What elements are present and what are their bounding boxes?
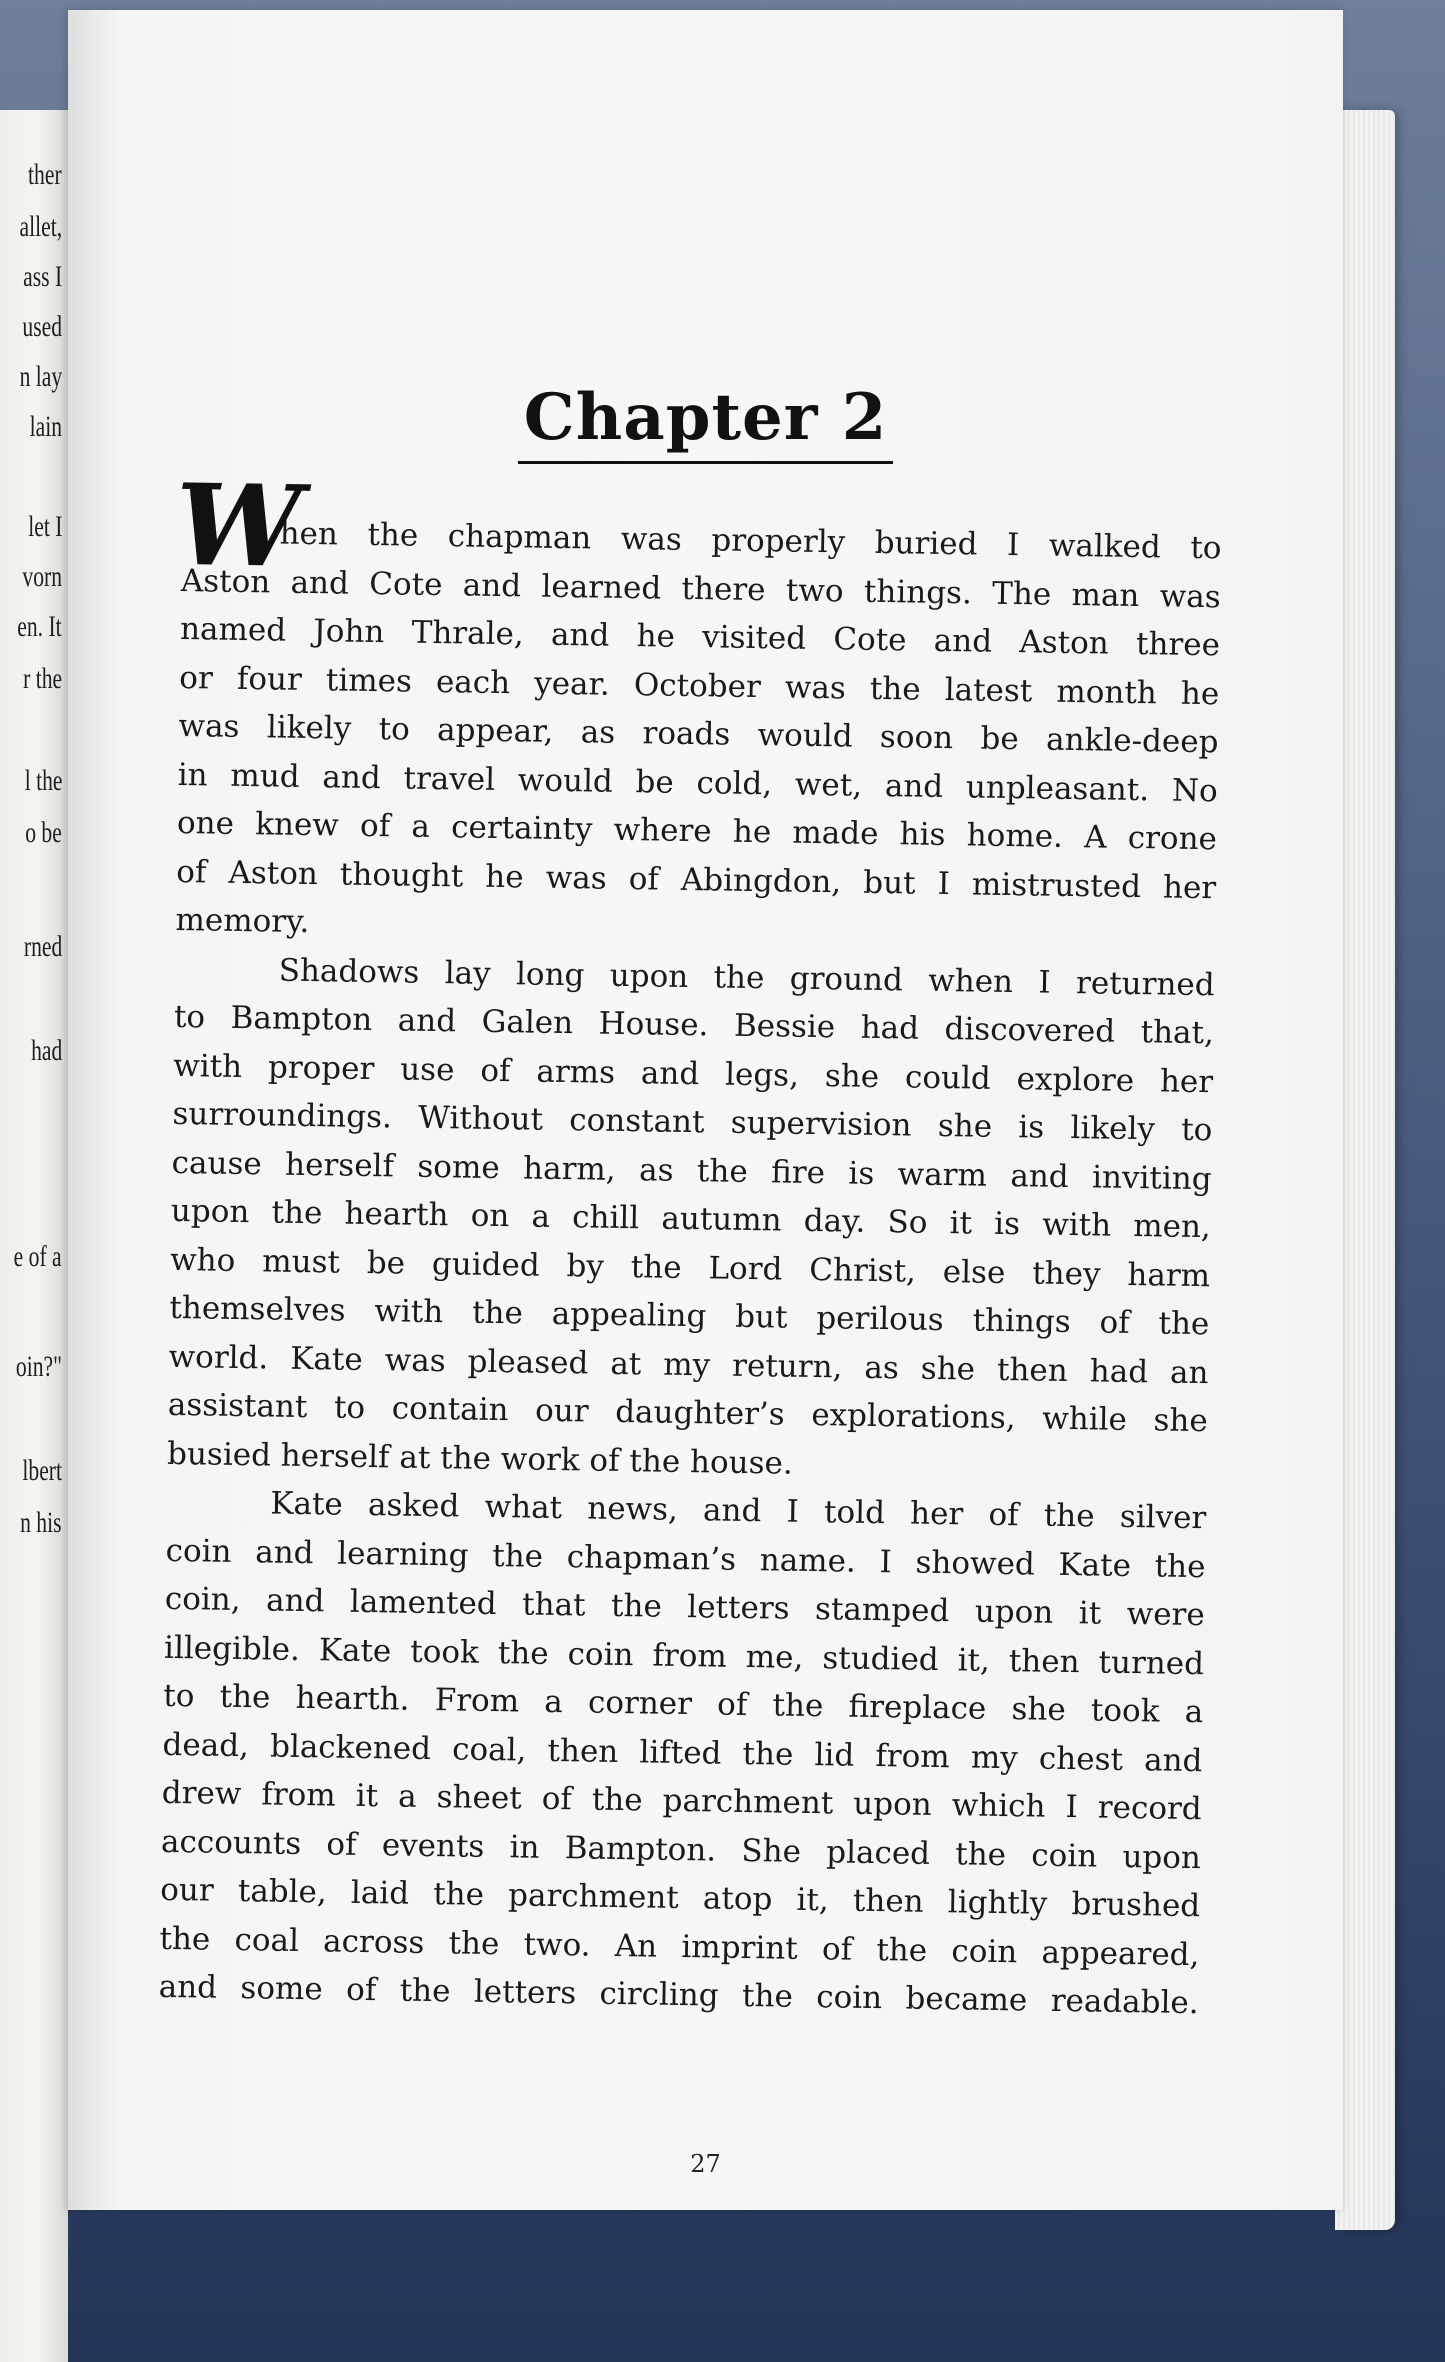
left-page-fragment: used [22,310,62,343]
left-page-fragment: vorn [22,560,62,593]
left-page-fragment: lain [29,410,62,443]
text-line: surroundings. Without constant supervision she is likely to [172,1095,1213,1149]
text-line: coin and learning the chapman’s name. I showed Kate the [165,1532,1206,1585]
text-line: busied herself at the work of the house. [166,1435,794,1482]
left-page-fragment: allet, [19,210,62,243]
body-text [158,459,1222,2028]
page-stack-edge [1335,110,1395,2230]
text-line: drew from it a sheet of the parchment upon which I record [161,1774,1202,1828]
text-line: coin, and lamented that the letters stamped upon it were [164,1580,1206,1634]
chapter-heading [68,380,1343,464]
text-line: Aston and Cote and learned there two things. The man was [180,562,1222,615]
left-page-fragment: let I [27,510,62,543]
text-line: named John Thrale, and he visited Cote and Aston three [179,610,1221,664]
text-line: illegible. Kate took the coin from me, studied it, then turned [163,1629,1205,1682]
text-line: our table, laid the parchment atop it, then lightly brushed [160,1871,1201,1925]
left-page-fragment: oin?" [15,1350,62,1383]
drop-cap: W [174,459,303,593]
text-line: world. Kate was pleased at my return, as she then had an [168,1338,1209,1391]
text-line: cause herself some harm, as the fire is warm and inviting [171,1144,1212,1197]
text-line: one knew of a certainty where he made his home. A crone [176,804,1218,858]
text-line: dead, blackened coal, then lifted the lid from my chest and [162,1726,1203,1779]
text-line: hen the chapman was properly buried I walked to [279,515,1222,567]
left-page-fragment: rned [23,930,62,963]
left-page-fragment: l the [24,764,62,797]
text-line: accounts of events in Bampton. She placed the coin upon [160,1823,1202,1876]
left-page-fragment: en. It [17,610,62,643]
book-page [68,10,1343,2210]
text-line: of Aston thought he was of Abingdon, but I mistrusted her [176,853,1217,906]
text-line: to the hearth. From a corner of the fireplace she took a [163,1677,1204,1731]
left-page-fragment: had [30,1034,62,1067]
text-line: the coal across the two. An imprint of the coin appeared, [159,1920,1200,1973]
left-page-fragment: ther [28,158,62,191]
text-line: themselves with the appealing but perilous things of the [169,1289,1210,1343]
text-line: upon the hearth on a chill autumn day. So it is with men, [170,1192,1212,1246]
text-line: to Bampton and Galen House. Bessie had discovered that, [173,998,1215,1052]
text-line: and some of the letters circling the coin became readable. [158,1968,1199,2022]
left-page-fragment: ass I [23,260,62,293]
text-line: who must be guided by the Lord Christ, else they harm [169,1241,1211,1294]
left-page-fragment: lbert [22,1454,62,1487]
left-page-fragment: n his [20,1506,62,1539]
text-line: memory. [175,901,310,941]
text-line: assistant to contain our daughter’s explorations, while she [167,1386,1209,1440]
left-page-fragment: r the [23,662,62,695]
left-page-fragment: o be [25,816,62,849]
text-line: Kate asked what news, and I told her of the silver [270,1485,1207,1537]
text-line: with proper use of arms and legs, she could explore her [172,1047,1214,1100]
page-number: 27 [690,2150,721,2178]
text-line: was likely to appear, as roads would soon be ankle-deep [178,707,1219,761]
text-line: Shadows lay long upon the ground when I returned [278,952,1215,1003]
left-page-fragment: e of a [14,1240,62,1273]
text-line: in mud and travel would be cold, wet, and unpleasant. No [177,756,1218,809]
left-page-fragment: n lay [19,360,62,393]
text-line: or four times each year. October was the latest month he [179,659,1220,712]
chapter-title: Chapter 2 [518,380,894,464]
left-facing-page [0,110,68,2362]
